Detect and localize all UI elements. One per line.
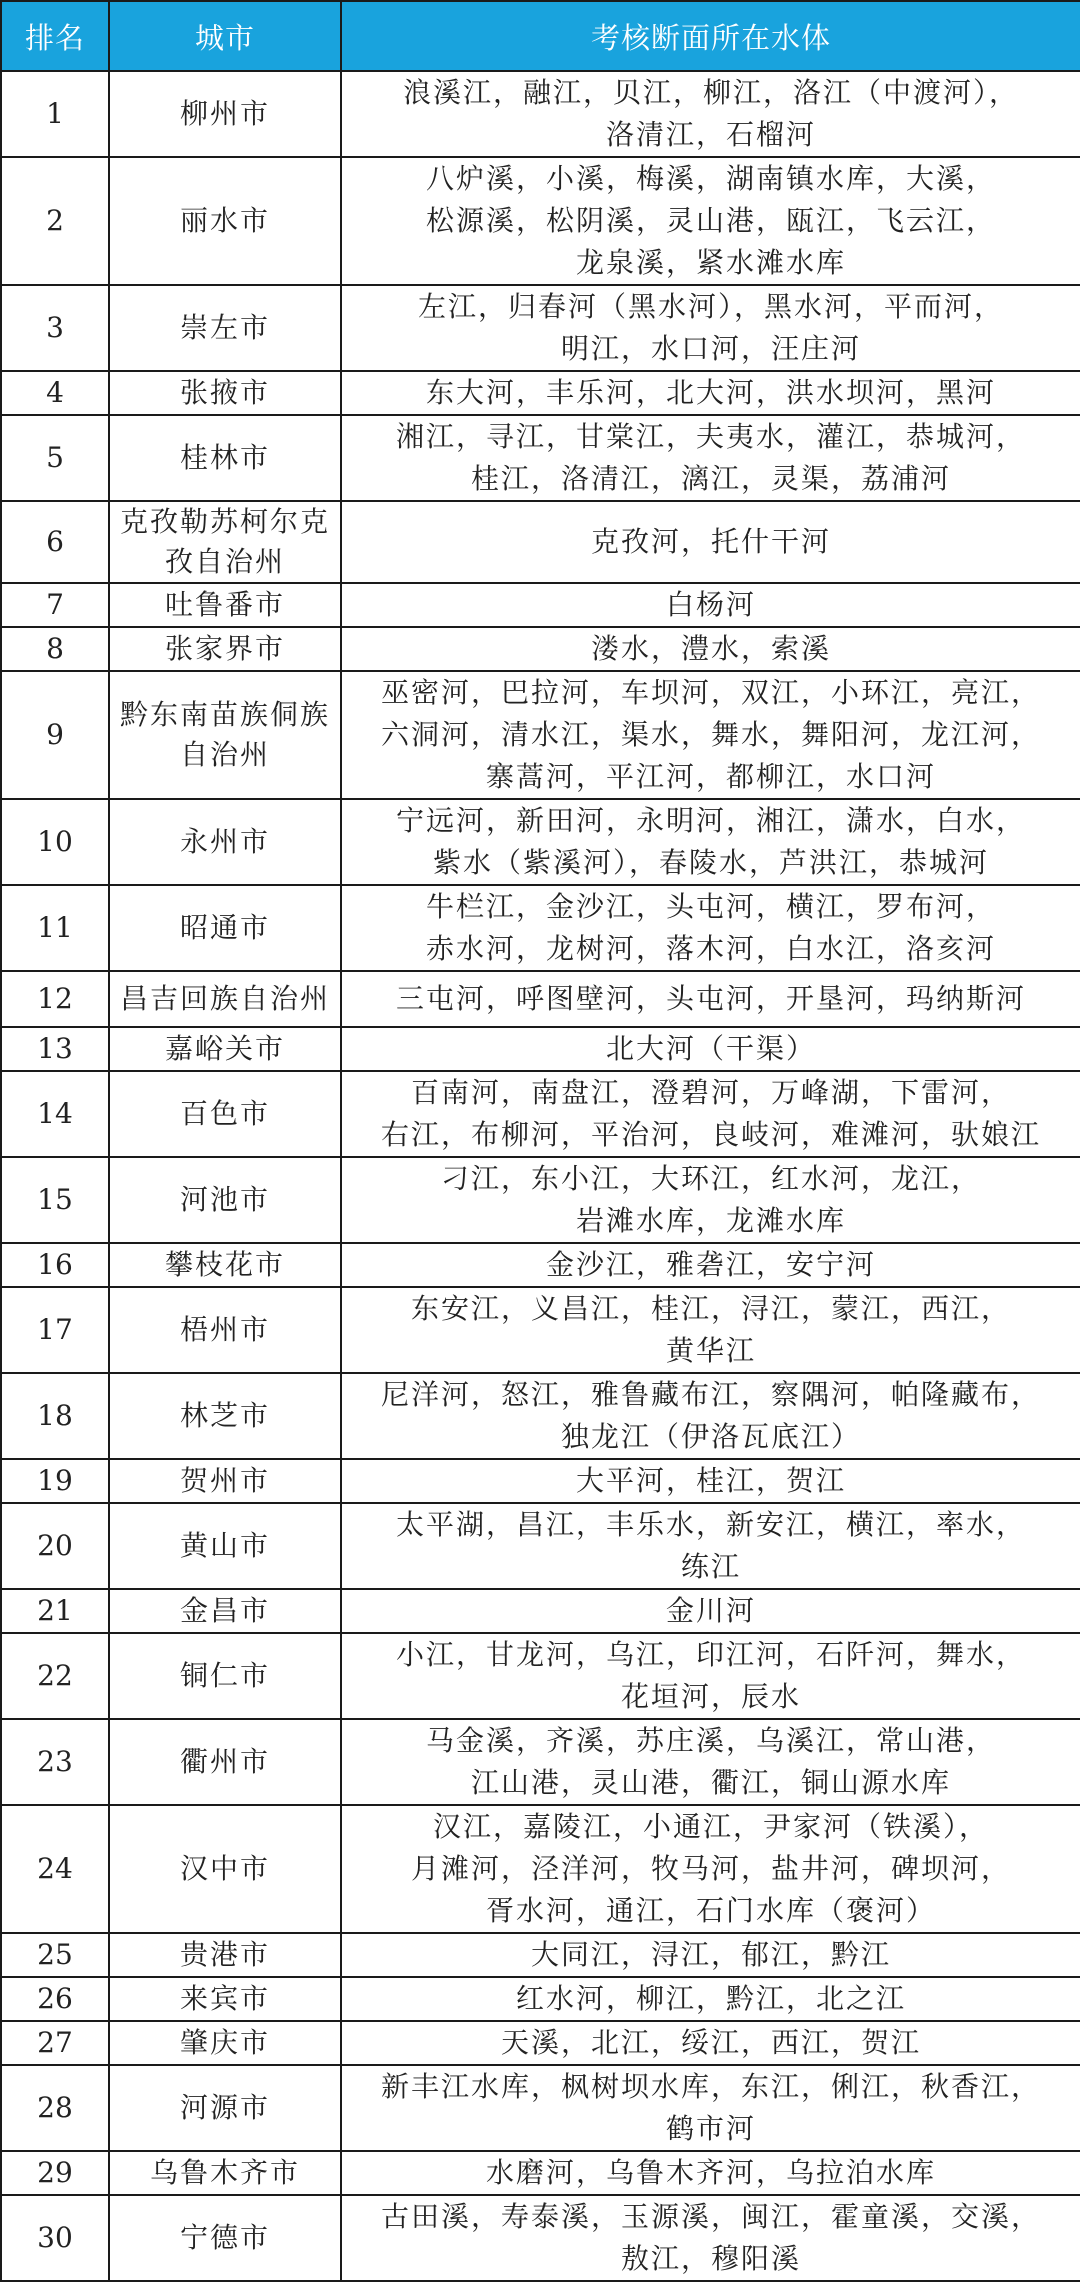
rank-cell: 29 bbox=[1, 2151, 109, 2195]
water-cell bbox=[341, 1633, 1080, 1719]
city-cell: 桂林市 bbox=[109, 415, 341, 501]
table-row bbox=[1, 971, 1080, 1027]
water-line: 东大河，丰乐河，北大河，洪水坝河，黑河 bbox=[425, 376, 996, 409]
table-row bbox=[1, 1071, 1080, 1157]
water-line: 太平湖，昌江，丰乐水，新安江，横江，率水， bbox=[395, 1508, 1026, 1541]
water-line: 尼洋河，怒江，雅鲁藏布江，察隅河，帕隆藏布， bbox=[380, 1378, 1041, 1411]
rank-cell: 14 bbox=[1, 1071, 109, 1157]
rank-cell: 19 bbox=[1, 1459, 109, 1503]
table-row bbox=[1, 285, 1080, 371]
water-line: 右江，布柳河，平治河，良岐河，难滩河，驮娘江 bbox=[380, 1118, 1041, 1151]
city-cell: 张掖市 bbox=[109, 371, 341, 415]
table-row bbox=[1, 501, 1080, 583]
city-cell: 贵港市 bbox=[109, 1933, 341, 1977]
rank-cell: 6 bbox=[1, 501, 109, 583]
table-row bbox=[1, 157, 1080, 285]
water-line: 江山港，灵山港，衢江，铜山源水库 bbox=[470, 1766, 951, 1799]
water-line: 花垣河，辰水 bbox=[620, 1680, 801, 1713]
water-line: 黄华江 bbox=[665, 1334, 756, 1367]
water-line: 松源溪，松阴溪，灵山港，瓯江，飞云江， bbox=[425, 204, 996, 237]
water-cell bbox=[341, 885, 1080, 971]
rank-cell: 12 bbox=[1, 971, 109, 1027]
water-line: 龙泉溪，紧水滩水库 bbox=[575, 246, 846, 279]
city-cell: 黔东南苗族侗族自治州 bbox=[109, 671, 341, 799]
water-line: 新丰江水库，枫树坝水库，东江，俐江，秋香江， bbox=[380, 2070, 1041, 2103]
city-cell: 铜仁市 bbox=[109, 1633, 341, 1719]
water-line: 胥水河，通江，石门水库（褒河） bbox=[485, 1894, 936, 1927]
water-cell bbox=[341, 1933, 1080, 1977]
city-cell: 百色市 bbox=[109, 1071, 341, 1157]
rank-cell: 4 bbox=[1, 371, 109, 415]
water-cell bbox=[341, 1287, 1080, 1373]
water-cell bbox=[341, 2021, 1080, 2065]
water-cell bbox=[341, 415, 1080, 501]
water-line: 金沙江，雅砻江，安宁河 bbox=[545, 1248, 876, 1281]
rank-cell: 20 bbox=[1, 1503, 109, 1589]
table-row bbox=[1, 1977, 1080, 2021]
water-cell bbox=[341, 71, 1080, 157]
city-cell: 衢州市 bbox=[109, 1719, 341, 1805]
table-row bbox=[1, 1157, 1080, 1243]
water-line: 敖江，穆阳溪 bbox=[620, 2242, 801, 2275]
rank-cell: 21 bbox=[1, 1589, 109, 1633]
table-row bbox=[1, 885, 1080, 971]
table-row bbox=[1, 2021, 1080, 2065]
water-cell bbox=[341, 2195, 1080, 2281]
water-line: 六洞河，清水江，渠水，舞水，舞阳河，龙江河， bbox=[380, 718, 1041, 751]
city-cell: 昌吉回族自治州 bbox=[109, 971, 341, 1027]
rank-cell: 17 bbox=[1, 1287, 109, 1373]
water-cell bbox=[341, 1027, 1080, 1071]
water-line: 洛清江，石榴河 bbox=[605, 118, 816, 151]
water-line: 北大河（干渠） bbox=[605, 1032, 816, 1065]
water-line: 八炉溪，小溪，梅溪，湖南镇水库，大溪， bbox=[425, 162, 996, 195]
rank-cell: 9 bbox=[1, 671, 109, 799]
water-line: 汉江，嘉陵江，小通江，尹家河（铁溪）， bbox=[432, 1810, 989, 1843]
rank-cell: 18 bbox=[1, 1373, 109, 1459]
water-line: 左江，归春河（黑水河），黑水河，平而河， bbox=[417, 290, 1004, 323]
city-cell: 河池市 bbox=[109, 1157, 341, 1243]
table-header-row bbox=[1, 1, 1080, 71]
water-line: 湘江，寻江，甘棠江，夫夷水，灌江，恭城河， bbox=[395, 420, 1026, 453]
rank-cell: 23 bbox=[1, 1719, 109, 1805]
table-row bbox=[1, 1719, 1080, 1805]
city-cell: 黄山市 bbox=[109, 1503, 341, 1589]
table-row bbox=[1, 371, 1080, 415]
rank-cell: 16 bbox=[1, 1243, 109, 1287]
rank-cell: 10 bbox=[1, 799, 109, 885]
water-cell bbox=[341, 671, 1080, 799]
water-line: 三屯河，呼图壁河，头屯河，开垦河，玛纳斯河 bbox=[395, 982, 1026, 1015]
rank-cell: 28 bbox=[1, 2065, 109, 2151]
water-line: 赤水河，龙树河，落木河，白水江，洛亥河 bbox=[425, 932, 996, 965]
header-city: 城市 bbox=[109, 1, 341, 71]
table-row bbox=[1, 1459, 1080, 1503]
rank-cell: 2 bbox=[1, 157, 109, 285]
city-cell: 永州市 bbox=[109, 799, 341, 885]
table-row bbox=[1, 2151, 1080, 2195]
table-row bbox=[1, 1243, 1080, 1287]
header-water: 考核断面所在水体 bbox=[341, 1, 1080, 71]
water-cell bbox=[341, 1373, 1080, 1459]
water-line: 鹤市河 bbox=[665, 2112, 756, 2145]
city-cell: 汉中市 bbox=[109, 1805, 341, 1933]
water-line: 宁远河，新田河，永明河，湘江，潇水，白水， bbox=[395, 804, 1026, 837]
water-cell bbox=[341, 501, 1080, 583]
rank-cell: 24 bbox=[1, 1805, 109, 1933]
table-row bbox=[1, 1805, 1080, 1933]
rank-cell: 25 bbox=[1, 1933, 109, 1977]
city-cell: 梧州市 bbox=[109, 1287, 341, 1373]
city-cell: 河源市 bbox=[109, 2065, 341, 2151]
rank-cell: 8 bbox=[1, 627, 109, 671]
water-cell bbox=[341, 1977, 1080, 2021]
water-line: 百南河，南盘江，澄碧河，万峰湖，下雷河， bbox=[410, 1076, 1011, 1109]
rank-cell: 27 bbox=[1, 2021, 109, 2065]
water-cell bbox=[341, 1589, 1080, 1633]
table-row bbox=[1, 2195, 1080, 2281]
water-cell bbox=[341, 799, 1080, 885]
city-cell: 张家界市 bbox=[109, 627, 341, 671]
water-cell bbox=[341, 157, 1080, 285]
water-cell bbox=[341, 1459, 1080, 1503]
city-cell: 吐鲁番市 bbox=[109, 583, 341, 627]
water-line: 古田溪，寿泰溪，玉源溪，闽江，霍童溪，交溪， bbox=[380, 2200, 1041, 2233]
water-cell bbox=[341, 971, 1080, 1027]
water-line: 牛栏江，金沙江，头屯河，横江，罗布河， bbox=[425, 890, 996, 923]
city-cell: 金昌市 bbox=[109, 1589, 341, 1633]
water-cell bbox=[341, 1157, 1080, 1243]
rank-cell: 3 bbox=[1, 285, 109, 371]
table-row bbox=[1, 583, 1080, 627]
water-line: 月滩河，泾洋河，牧马河，盐井河，碑坝河， bbox=[410, 1852, 1011, 1885]
table-row bbox=[1, 1027, 1080, 1071]
table-row bbox=[1, 671, 1080, 799]
water-cell bbox=[341, 285, 1080, 371]
water-line: 马金溪，齐溪，苏庄溪，乌溪江，常山港， bbox=[425, 1724, 996, 1757]
city-cell: 乌鲁木齐市 bbox=[109, 2151, 341, 2195]
water-cell bbox=[341, 1719, 1080, 1805]
table-row bbox=[1, 71, 1080, 157]
water-line: 大同江，浔江，郁江，黔江 bbox=[530, 1938, 891, 1971]
rank-cell: 30 bbox=[1, 2195, 109, 2281]
rank-cell: 11 bbox=[1, 885, 109, 971]
header-rank: 排名 bbox=[1, 1, 109, 71]
water-line: 浪溪江，融江，贝江，柳江，洛江（中渡河）， bbox=[402, 76, 1019, 109]
water-cell bbox=[341, 1805, 1080, 1933]
water-cell bbox=[341, 1503, 1080, 1589]
rank-cell: 26 bbox=[1, 1977, 109, 2021]
city-cell: 贺州市 bbox=[109, 1459, 341, 1503]
table-row bbox=[1, 1933, 1080, 1977]
water-cell bbox=[341, 371, 1080, 415]
water-line: 白杨河 bbox=[665, 588, 756, 621]
water-cell bbox=[341, 2151, 1080, 2195]
water-line: 克孜河，托什干河 bbox=[590, 525, 831, 558]
water-cell bbox=[341, 627, 1080, 671]
city-cell: 林芝市 bbox=[109, 1373, 341, 1459]
water-line: 寨蒿河，平江河，都柳江，水口河 bbox=[485, 760, 936, 793]
rank-cell: 1 bbox=[1, 71, 109, 157]
city-cell: 肇庆市 bbox=[109, 2021, 341, 2065]
water-line: 巫密河，巴拉河，车坝河，双江，小环江，亮江， bbox=[380, 676, 1041, 709]
water-line: 东安江，义昌江，桂江，浔江，蒙江，西江， bbox=[410, 1292, 1011, 1325]
city-cell: 来宾市 bbox=[109, 1977, 341, 2021]
table-row bbox=[1, 1287, 1080, 1373]
rank-cell: 22 bbox=[1, 1633, 109, 1719]
water-line: 大平河，桂江，贺江 bbox=[575, 1464, 846, 1497]
table-row bbox=[1, 1373, 1080, 1459]
water-line: 红水河，柳江，黔江，北之江 bbox=[515, 1982, 906, 2015]
city-cell: 昭通市 bbox=[109, 885, 341, 971]
table-row bbox=[1, 2065, 1080, 2151]
table-row bbox=[1, 627, 1080, 671]
table-row bbox=[1, 1589, 1080, 1633]
water-cell bbox=[341, 2065, 1080, 2151]
water-line: 紫水（紫溪河），春陵水，芦洪江，恭城河 bbox=[432, 846, 989, 879]
city-cell: 嘉峪关市 bbox=[109, 1027, 341, 1071]
rank-cell: 13 bbox=[1, 1027, 109, 1071]
table-row bbox=[1, 415, 1080, 501]
water-line: 天溪，北江，绥江，西江，贺江 bbox=[500, 2026, 921, 2059]
water-line: 明江，水口河，汪庄河 bbox=[560, 332, 861, 365]
rank-cell: 15 bbox=[1, 1157, 109, 1243]
city-cell: 宁德市 bbox=[109, 2195, 341, 2281]
water-cell bbox=[341, 583, 1080, 627]
water-line: 水磨河，乌鲁木齐河，乌拉泊水库 bbox=[485, 2156, 936, 2189]
table-row bbox=[1, 799, 1080, 885]
water-cell bbox=[341, 1243, 1080, 1287]
water-line: 独龙江（伊洛瓦底江） bbox=[560, 1420, 861, 1453]
city-cell: 崇左市 bbox=[109, 285, 341, 371]
rank-cell: 5 bbox=[1, 415, 109, 501]
water-line: 小江，甘龙河，乌江，印江河，石阡河，舞水， bbox=[395, 1638, 1026, 1671]
water-line: 岩滩水库，龙滩水库 bbox=[575, 1204, 846, 1237]
table-body bbox=[1, 71, 1080, 2281]
water-cell bbox=[341, 1071, 1080, 1157]
city-cell: 丽水市 bbox=[109, 157, 341, 285]
city-cell: 克孜勒苏柯尔克孜自治州 bbox=[109, 501, 341, 583]
water-line: 金川河 bbox=[665, 1594, 756, 1627]
water-line: 练江 bbox=[680, 1550, 741, 1583]
city-cell: 柳州市 bbox=[109, 71, 341, 157]
rank-cell: 7 bbox=[1, 583, 109, 627]
city-cell: 攀枝花市 bbox=[109, 1243, 341, 1287]
table-row bbox=[1, 1633, 1080, 1719]
table-row bbox=[1, 1503, 1080, 1589]
water-line: 溇水，澧水，索溪 bbox=[590, 632, 831, 665]
water-line: 刁江，东小江，大环江，红水河，龙江， bbox=[440, 1162, 981, 1195]
water-line: 桂江，洛清江，漓江，灵渠，荔浦河 bbox=[470, 462, 951, 495]
